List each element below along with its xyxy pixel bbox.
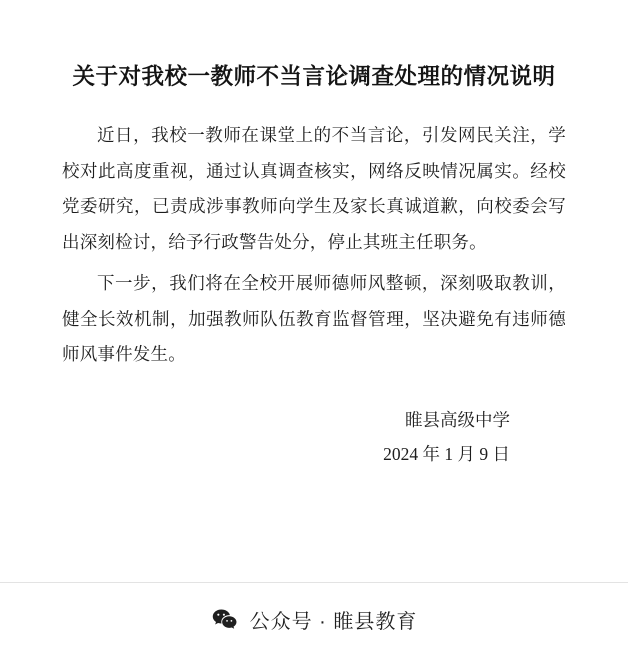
wechat-icon	[211, 606, 238, 633]
signature-block	[62, 403, 566, 471]
page-title: 关于对我校一教师不当言论调查处理的情况说明	[72, 64, 556, 89]
footer-bar	[0, 583, 628, 655]
footer-content	[211, 605, 418, 634]
body-paragraph-1: 近日，我校一教师在课堂上的不当言论，引发网民关注，学校对此高度重视，通过认真调查核实，网络反映情况属实。经校党委研究，已责成涉事教师向学生及家长真诚道歉，向校委会写出深刻检讨，给予行政警告处分，停止其班主任职务。	[62, 125, 566, 252]
document-body	[62, 118, 566, 373]
signature-date: 2024 年 1 月 9 日	[383, 443, 510, 464]
footer-label: 公众号 · 睢县教育	[249, 610, 418, 633]
body-paragraph-2: 下一步，我们将在全校开展师德师风整顿，深刻吸取教训，健全长效机制，加强教师队伍教育监督管理，坚决避免有违师德师风事件发生。	[62, 273, 566, 364]
signature-organization: 睢县高级中学	[405, 409, 510, 430]
